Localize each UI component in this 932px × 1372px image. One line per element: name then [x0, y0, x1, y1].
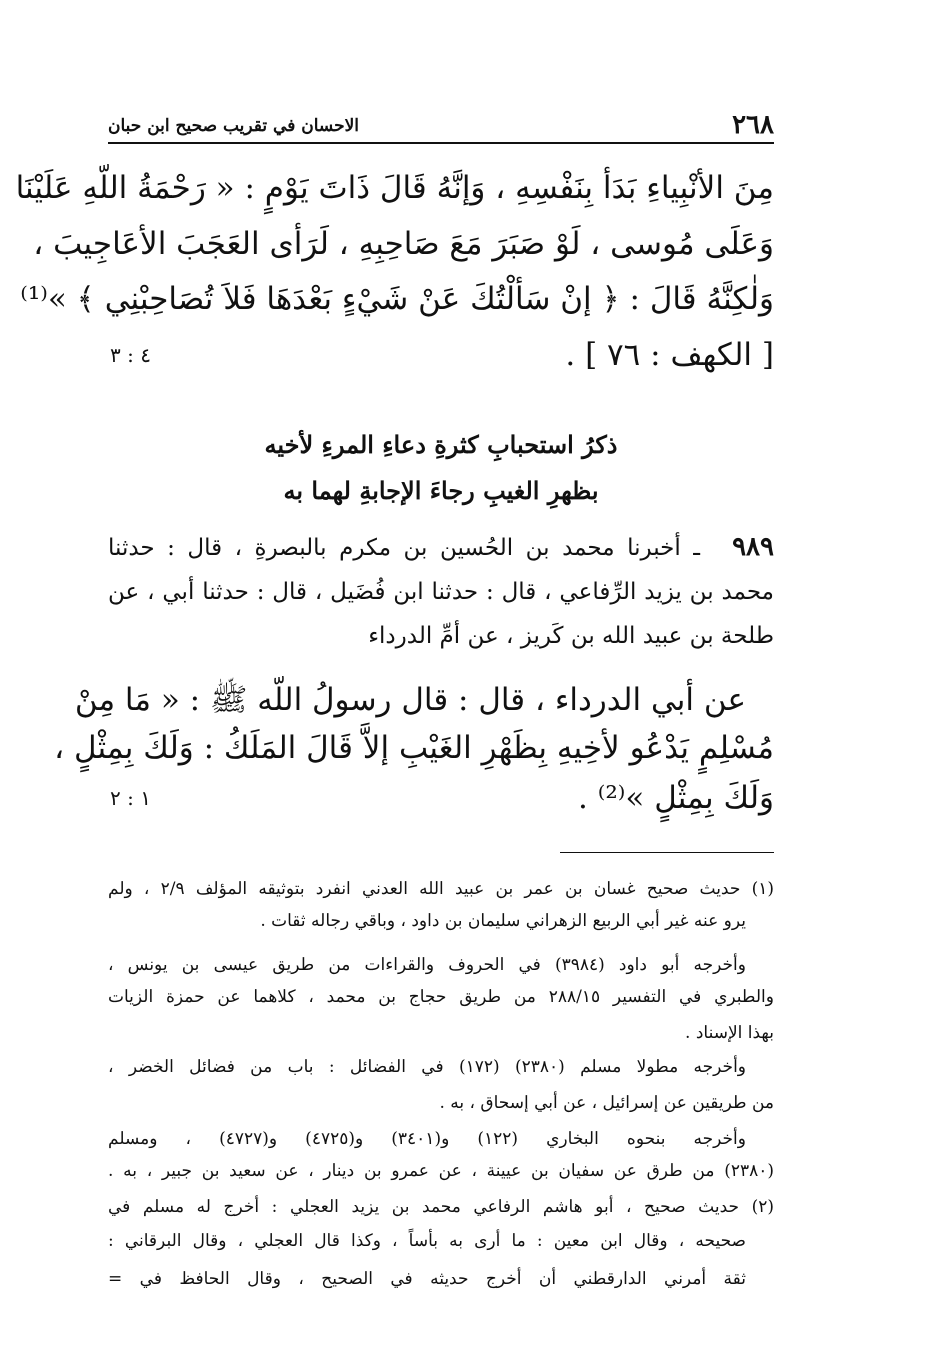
text-line: عن أبي الدرداء ، قال : قال رسولُ اللّه ﷺ : « مَا مِنْ [74, 682, 746, 718]
footnote-line: بهذا الإسناد . [685, 1023, 774, 1043]
footnote-line: وأخرجه أبو داود (٣٩٨٤) في الحروف والقراءات من طريق عيسى بن يونس ، [108, 955, 746, 975]
running-title: الاحسان في تقريب صحيح ابن حبان [108, 116, 359, 136]
text-line: [ الكهف : ٧٦ ] . [565, 337, 774, 373]
volume-reference: ١ : ٢ [110, 786, 151, 810]
footnote-line: وأخرجه مطولا مسلم (٢٣٨٠) (١٧٢) في الفضائل : باب من فضائل الخضر ، [108, 1057, 747, 1077]
footnote-line: من طريقين عن إسرائيل ، عن أبي إسحاق ، به . [439, 1093, 774, 1113]
text-line: وَلَكَ بِمِثْلٍ »⁽²⁾ . [578, 780, 774, 816]
footnote-line: والطبري في التفسير ٢٨٨/١٥ من طريق حجاج بن محمد ، كلاهما عن حمزة الزيات [108, 987, 774, 1007]
hadith-number-line [732, 532, 774, 562]
footnote-line: وأخرجه بنحوه البخاري (١٢٢) و(٣٤٠١) و(٤٧٢٥) و(٤٧٢٧) ، ومسلم [108, 1129, 746, 1149]
page-number: ٢٦٨ [732, 110, 774, 140]
chapter-heading-line1: ذكرُ استحبابِ كثرةِ دعاءِ المرءِ لأخيه [264, 430, 618, 459]
footnote-line: يرو عنه غير أبي الربيع الزهراني سليمان بن داود ، وباقي رجاله ثقات . [260, 911, 746, 931]
footnote-line: صحيحه ، وقال ابن معين : ما أرى به بأساً ، وكذا قال العجلي ، وقال البرقاني : [108, 1231, 746, 1251]
footnote-line: (٢٣٨٠) من طرق عن سفيان بن عيينة ، عن عمرو بن دينار ، عن سعيد بن جبير ، به . [108, 1161, 774, 1181]
volume-reference: ٤ : ٣ [110, 343, 151, 367]
text-line: مُسْلِمٍ يَدْعُو لأخِيهِ بِظَهْرِ الغَيْبِ إلاَّ قَالَ المَلَكُ : وَلَكَ بِمِثْلٍ ، [54, 730, 774, 766]
hadith-number: ٩٨٩ [732, 532, 774, 562]
text-line: محمد بن يزيد الرِّفاعي ، قال : حدثنا ابن فُضَيل ، قال : حدثنا أبي ، عن [108, 579, 774, 605]
text-line: مِنَ الأنْبِياءِ بَدَأ بِنَفْسِهِ ، وَإنَّهُ قَالَ ذَاتَ يَوْمٍ : « رَحْمَةُ اللّهِ عَلَيْنَا [15, 170, 774, 206]
footnote-separator [560, 852, 774, 853]
text-line: طلحة بن عبيد الله بن كَريز ، عن أمِّ الدرداء [368, 623, 774, 649]
footnote-line: (٢) حديث صحيح ، أبو هاشم الرفاعي محمد بن يزيد العجلي : أخرج له مسلم في [108, 1197, 774, 1217]
footnote-line: (١) حديث صحيح غسان بن عمر بن عبيد الله العدني انفرد بتوثيقه المؤلف ٢/٩ ، ولم [108, 879, 774, 899]
text-line: ـ أخبرنا محمد بن الحُسين بن مكرم بالبصرةِ ، قال : حدثنا [108, 535, 700, 561]
text-line: وَلٰكِنَّهُ قَالَ : ﴿ إنْ سَألْتُكَ عَنْ شَيْءٍ بَعْدَهَا فَلاَ تُصَاحِبْنِي ﴾ »⁽¹⁾ [20, 281, 774, 317]
footnote-line: ثقة أمرني الدارقطني أن أخرج حديثه في الصحيح ، وقال الحافظ في = [108, 1269, 746, 1289]
text-line: وَعَلَى مُوسى ، لَوْ صَبَرَ مَعَ صَاحِبِهِ ، لَرَأى العَجَبَ الأعَاجِيبَ ، [33, 226, 774, 262]
page-header [108, 108, 774, 144]
chapter-heading-line2: بظهرِ الغيبِ رجاءَ الإجابةِ لهما به [283, 476, 599, 505]
